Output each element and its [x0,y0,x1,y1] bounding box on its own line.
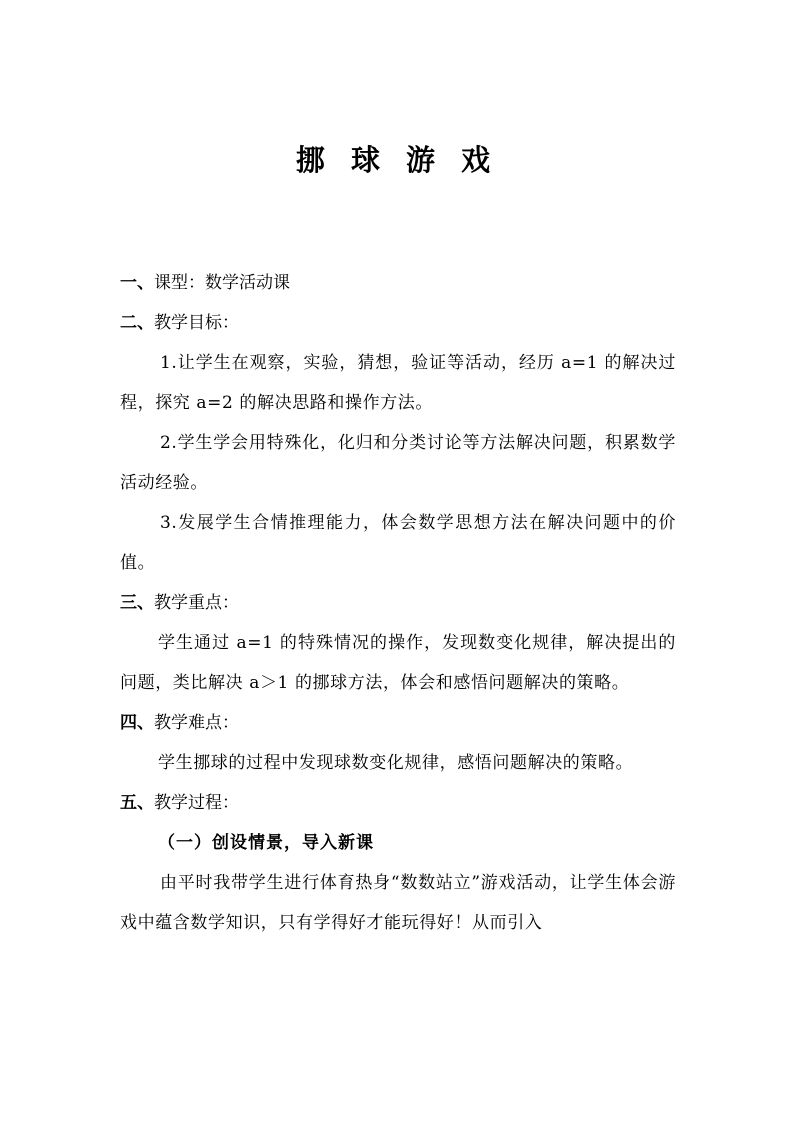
section-title: 教学过程： [154,793,239,813]
paragraph-process: 由平时我带学生进行体育热身“数数站立”游戏活动，让学生体会游戏中蕴含数学知识，只有学得好才能玩得好！从而引入 [120,873,676,933]
section-number: 二、 [120,313,154,333]
document-body [120,263,676,943]
paragraph-key-point: 学生通过 a=1 的特殊情况的操作，发现数变化规律，解决提出的问题，类比解决 a＞1 的挪球方法，体会和感悟问题解决的策略。 [120,633,676,693]
section-title: 教学目标： [154,313,239,333]
paragraph-difficulty: 学生挪球的过程中发现球数变化规律，感悟问题解决的策略。 [158,753,634,773]
section-heading-1 [120,263,676,303]
section-number: 四、 [120,713,154,733]
section-heading-3 [120,583,676,623]
paragraph-objective-3: 3.发展学生合情推理能力，体会数学思想方法在解决问题中的价值。 [120,513,676,573]
section-number: 三、 [120,593,154,613]
paragraph-objective-2: 2.学生学会用特殊化，化归和分类讨论等方法解决问题，积累数学活动经验。 [120,433,676,493]
section-number: 一、 [120,273,154,293]
section-heading-5 [120,783,676,823]
document-title: 挪 球 游 戏 [295,143,499,177]
section-number: 五、 [120,793,154,813]
paragraph-objective-1: 1.让学生在观察，实验，猜想，验证等活动，经历 a=1 的解决过程，探究 a=2 的解决思路和操作方法。 [120,353,676,413]
section-title: 课型：数学活动课 [154,273,290,293]
section-title: 教学重点： [154,593,239,613]
section-heading-4 [120,703,676,743]
section-title: 教学难点： [154,713,239,733]
subsection-heading: （一）创设情景，导入新课 [158,833,374,853]
section-heading-2 [120,303,676,343]
